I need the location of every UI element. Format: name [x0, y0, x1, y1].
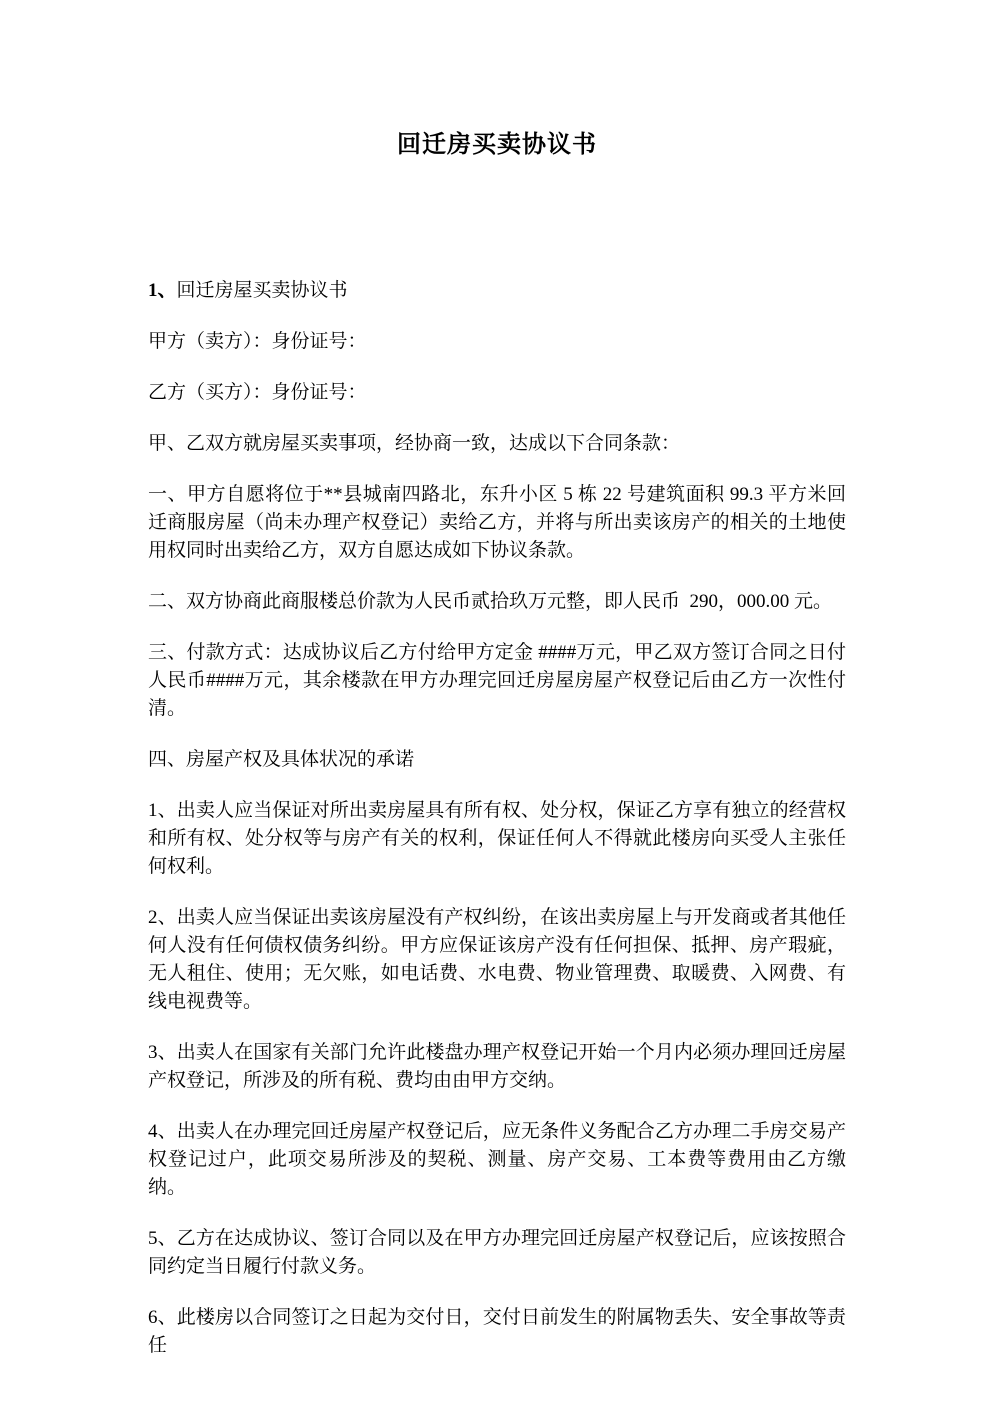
paragraph-12: 4、出卖人在办理完回迁房屋产权登记后，应无条件义务配合乙方办理二手房交易产权登记过户，此项交易所涉及的契税、测量、房产交易、工本费等费用由乙方缴纳。 [148, 1121, 846, 1198]
document-title: 回迁房买卖协议书 [397, 132, 597, 158]
paragraph-4: 甲、乙双方就房屋买卖事项，经协商一致，达成以下合同条款： [148, 433, 681, 454]
paragraph-2: 甲方（卖方）：身份证号： [148, 331, 367, 352]
paragraph-10: 2、出卖人应当保证出卖该房屋没有产权纠纷，在该出卖房屋上与开发商或者其他任何人没有任何债权债务纠纷。甲方应保证该房产没有任何担保、抵押、房产瑕疵，无人租住、使用；无欠账，如电话费、水电费、物业管理费、取暖费、入网费、有线电视费等。 [148, 907, 846, 1012]
paragraph-9: 1、出卖人应当保证对所出卖房屋具有所有权、处分权，保证乙方享有独立的经营权和所有权、处分权等与房产有关的权利，保证任何人不得就此楼房向买受人主张任何权利。 [148, 800, 846, 877]
list-number: 1、 [148, 280, 177, 301]
paragraph-5: 一、甲方自愿将位于**县城南四路北，东升小区 5 栋 22 号建筑面积 99.3 平方米回迁商服房屋（尚未办理产权登记）卖给乙方，并将与所出卖该房产的相关的土地使用权同时出卖给乙方，双方自愿达成如下协议条款。 [148, 484, 846, 561]
paragraph-3: 乙方（买方）：身份证号： [148, 382, 367, 403]
paragraph-1: 1、回迁房屋买卖协议书 [148, 280, 348, 301]
paragraph-13: 5、乙方在达成协议、签订合同以及在甲方办理完回迁房屋产权登记后，应该按照合同约定当日履行付款义务。 [148, 1228, 846, 1277]
paragraph-7: 三、付款方式：达成协议后乙方付给甲方定金 ####万元，甲乙双方签订合同之日付人民币####万元，其余楼款在甲方办理完回迁房屋房屋产权登记后由乙方一次性付清。 [148, 642, 846, 719]
document-body [148, 277, 846, 1360]
paragraph-14: 6、此楼房以合同签订之日起为交付日，交付日前发生的附属物丢失、安全事故等责任 [148, 1307, 846, 1356]
paragraph-6: 二、双方协商此商服楼总价款为人民币贰拾玖万元整，即人民币 290，000.00 元。 [148, 591, 833, 612]
paragraph-8: 四、房屋产权及具体状况的承诺 [148, 749, 415, 770]
paragraph-11: 3、出卖人在国家有关部门允许此楼盘办理产权登记开始一个月内必须办理回迁房屋产权登记，所涉及的所有税、费均由由甲方交纳。 [148, 1042, 846, 1091]
